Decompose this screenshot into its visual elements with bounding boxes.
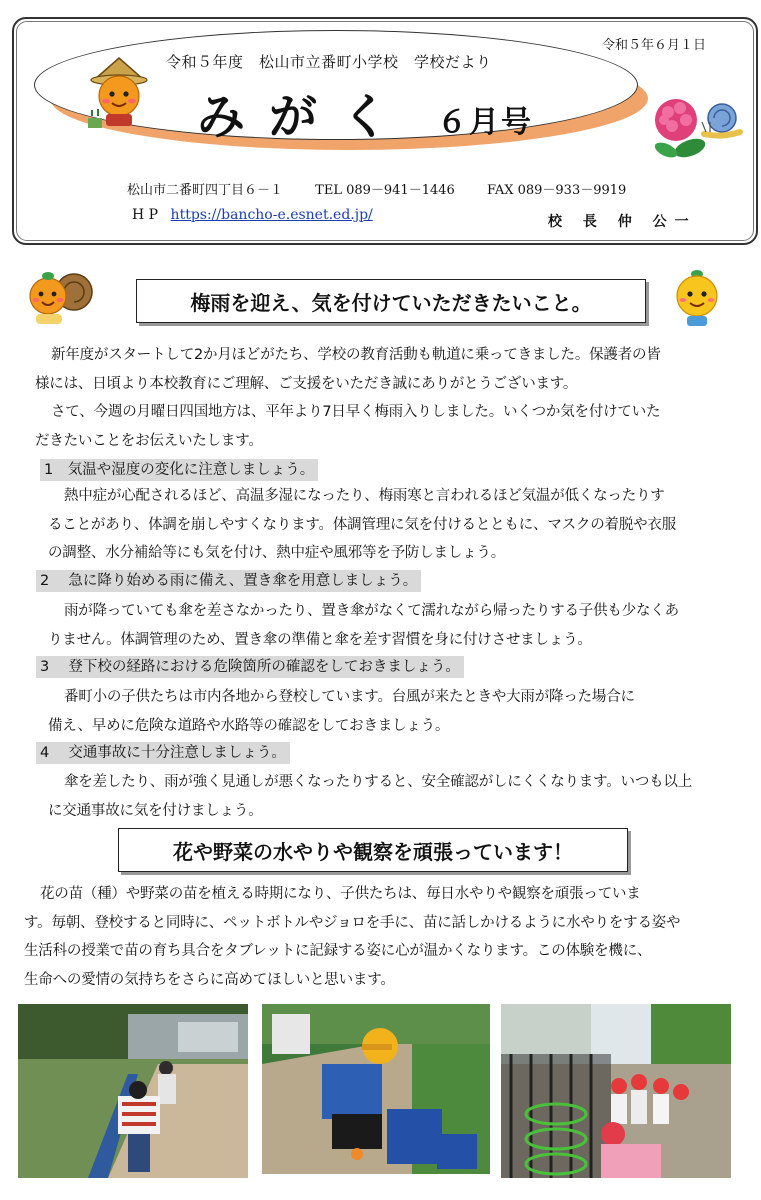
item-body-4 (48, 768, 692, 825)
item-line: に交通事故に気を付けましょう。 (48, 802, 263, 819)
homepage-line (132, 207, 373, 223)
watering-line: 生命への愛情の気持ちをさらに高めてほしいと思います。 (24, 971, 395, 988)
watering-line: す。毎朝、登校すると同時に、ペットボトルやジョロを手に、苗に話しかけるように水やりをする姿や (24, 914, 681, 931)
item-heading-4: 4 交通事故に十分注意しましょう。 (36, 742, 290, 764)
newsletter-title: みがく (197, 89, 414, 145)
section-heading-rainy-season: 梅雨を迎え、気を付けていただきたいこと。 (136, 279, 646, 323)
issue-date: 令和５年６月１日 (602, 38, 707, 53)
watering-paragraph (24, 880, 680, 994)
item-body-3 (48, 683, 635, 740)
watering-line: 花の苗（種）や野菜の苗を植える時期になり、子供たちは、毎日水やりや観察を頑張っていま (40, 886, 641, 902)
intro-line: さて、今週の月曜日四国地方は、平年より7日早く梅雨入りしました。いくつか気を付けていた (51, 404, 661, 420)
item-line: の調整、水分補給等にも気を付け、熱中症や風邪等を予防しましょう。 (48, 545, 506, 561)
school-address: 松山市二番町四丁目６－１ (127, 183, 284, 198)
principal-name: 校 長 仲 公一 (548, 214, 697, 230)
item-line: ることがあり、体調を崩しやすくなります。体調管理に気を付けるとともに、マスクの着脱や衣服 (48, 516, 677, 533)
item-heading-3: 3 登下校の経路における危険箇所の確認をしておきましょう。 (36, 656, 464, 678)
section-heading-watering: 花や野菜の水やりや観察を頑張っています！ (118, 828, 628, 872)
item-heading-1: 1 気温や湿度の変化に注意しましょう。 (40, 459, 318, 481)
intro-line: 様には、日頃より本校教育にご理解、ご支援をいただき誠にありがとうございます。 (35, 375, 578, 392)
item-body-2 (48, 597, 679, 654)
intro-line: 新年度がスタートして2か月ほどがたち、学校の教育活動も軌道に乗ってきました。保護者の皆 (51, 347, 661, 363)
watering-line: 生活科の授業で苗の育ち具合をタブレットに記録する姿に心が温かくなります。この体験を機に、 (24, 943, 652, 959)
school-line: 令和５年度 松山市立番町小学校 学校だより (166, 53, 492, 71)
item-line: 熱中症が心配されるほど、高温多湿になったり、梅雨寒と言われるほど気温が低くなったりす (64, 488, 665, 504)
mascot-snail-icon (22, 264, 94, 328)
item-line: 備え、早めに危険な道路や水路等の確認をしておきましょう。 (48, 717, 450, 734)
photo-class-at-fence (501, 1004, 731, 1178)
item-line: りません。体調管理のため、置き傘の準備と傘を差す習慣を身に付けさせましょう。 (48, 631, 592, 648)
hydrangea-snail-icon (652, 92, 744, 164)
item-line: 雨が降っていても傘を差さなかったり、置き傘がなくて濡れながら帰ったりする子供も少なくあ (64, 603, 679, 619)
school-fax: FAX 089－933－9919 (486, 183, 627, 198)
issue-number: ６月号 (437, 105, 533, 140)
photo-child-with-watering-can (262, 1004, 490, 1174)
address-line (127, 179, 654, 198)
homepage-link[interactable]: https://bancho-e.esnet.ed.jp/ (170, 207, 373, 223)
school-tel: TEL 089－941－1446 (315, 183, 455, 198)
intro-paragraph (35, 341, 661, 455)
item-body-1 (48, 482, 676, 568)
photo-children-watering-path (18, 1004, 248, 1178)
item-line: 傘を差したり、雨が強く見通しが悪くなったりすると、安全確認がしにくくなります。いつも以上 (64, 774, 693, 790)
homepage-label: H P (132, 207, 159, 223)
item-line: 番町小の子供たちは市内各地から登校しています。台風が来たときや大雨が降った場合に (64, 689, 635, 705)
item-heading-2: 2 急に降り始める雨に備え、置き傘を用意しましょう。 (36, 570, 421, 592)
mascot-gardener-icon (84, 54, 154, 134)
intro-line: だきたいことをお伝えいたします。 (35, 432, 263, 449)
mascot-mikan-icon (671, 266, 723, 330)
